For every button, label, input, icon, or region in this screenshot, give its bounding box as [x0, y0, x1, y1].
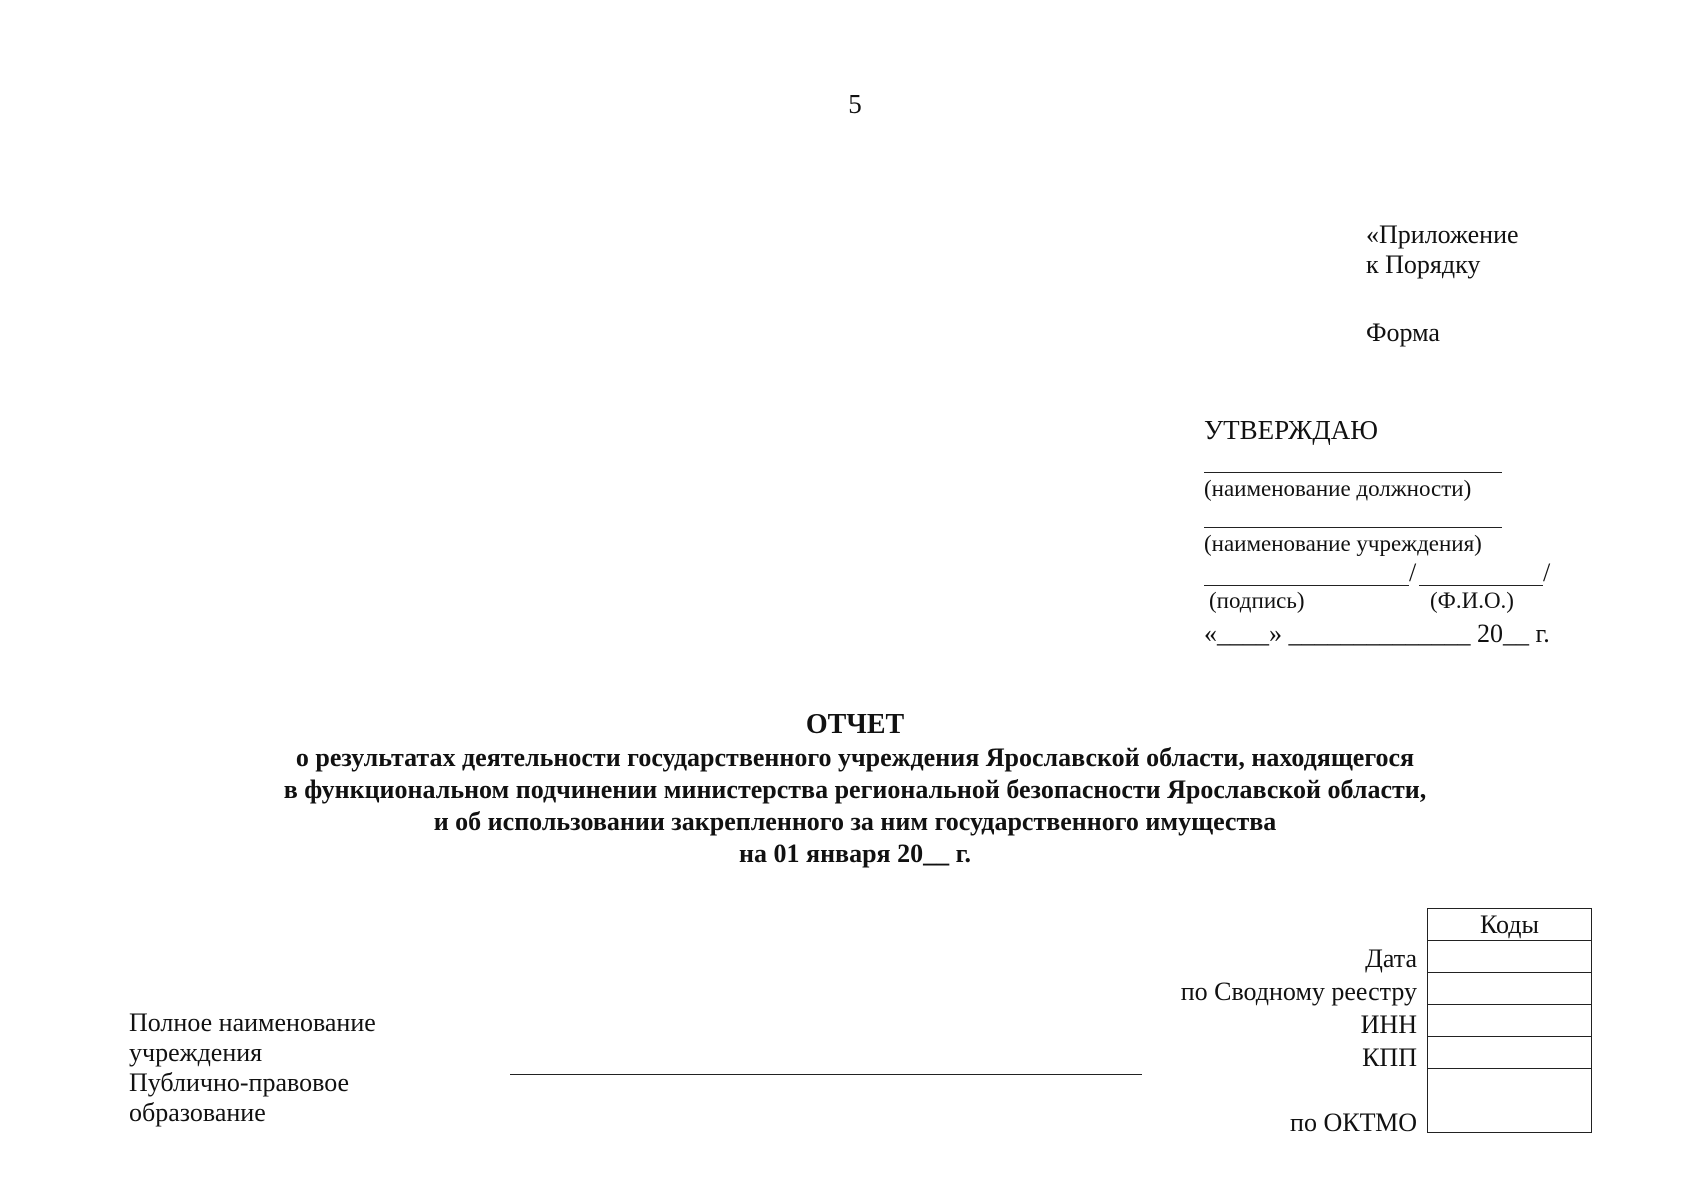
code-cell-kpp[interactable]	[1428, 1037, 1592, 1069]
fio-slash: /	[1543, 558, 1551, 587]
position-line[interactable]	[1204, 472, 1502, 473]
code-label-kpp: КПП	[1362, 1043, 1417, 1072]
institution-caption: (наименование учреждения)	[1204, 531, 1482, 556]
public-entity-label-line-1: Публично-правовое	[129, 1068, 350, 1097]
approval-date[interactable]: «____» ______________ 20__ г.	[1204, 619, 1550, 648]
position-caption: (наименование должности)	[1204, 476, 1472, 501]
report-subtitle-line-3: и об использовании закрепленного за ним государственного имущества	[433, 807, 1277, 836]
codes-header: Коды	[1428, 909, 1592, 941]
codes-table	[1427, 908, 1592, 1133]
signature-line[interactable]	[1204, 585, 1409, 586]
appendix-heading	[1366, 220, 1519, 280]
report-title-block	[0, 708, 1697, 870]
code-label-registry: по Сводному реестру	[1180, 977, 1417, 1006]
form-label: Форма	[1366, 318, 1440, 347]
fio-caption: (Ф.И.О.)	[1430, 588, 1514, 613]
institution-line[interactable]	[1204, 527, 1502, 528]
page-number: 5	[848, 89, 862, 119]
organization-block	[129, 1008, 376, 1128]
report-date-line: на 01 января 20__ г.	[739, 839, 971, 868]
signature-caption: (подпись)	[1209, 588, 1305, 613]
signature-slash: /	[1409, 558, 1417, 587]
report-subtitle-line-1: о результатах деятельности государственного учреждения Ярославской области, находящегося	[295, 743, 1415, 772]
fio-line[interactable]	[1419, 585, 1543, 586]
public-entity-label-line-2: образование	[129, 1098, 266, 1127]
code-label-oktmo: по ОКТМО	[1290, 1108, 1417, 1137]
full-name-label-line-1: Полное наименование	[129, 1008, 376, 1037]
appendix-line-2: к Порядку	[1366, 250, 1481, 279]
approval-title: УТВЕРЖДАЮ	[1204, 415, 1379, 445]
code-cell-date[interactable]	[1428, 941, 1592, 973]
code-label-inn: ИНН	[1360, 1010, 1417, 1039]
code-cell-oktmo[interactable]	[1428, 1069, 1592, 1133]
institution-name-line[interactable]	[510, 1074, 1142, 1075]
code-label-date: Дата	[1365, 944, 1417, 973]
code-cell-registry[interactable]	[1428, 973, 1592, 1005]
report-subtitle-line-2: в функциональном подчинении министерства региональной безопасности Ярославской области,	[283, 775, 1427, 804]
report-title: ОТЧЕТ	[805, 709, 905, 740]
full-name-label-line-2: учреждения	[129, 1038, 263, 1067]
appendix-line-1: «Приложение	[1366, 220, 1519, 249]
code-cell-inn[interactable]	[1428, 1005, 1592, 1037]
